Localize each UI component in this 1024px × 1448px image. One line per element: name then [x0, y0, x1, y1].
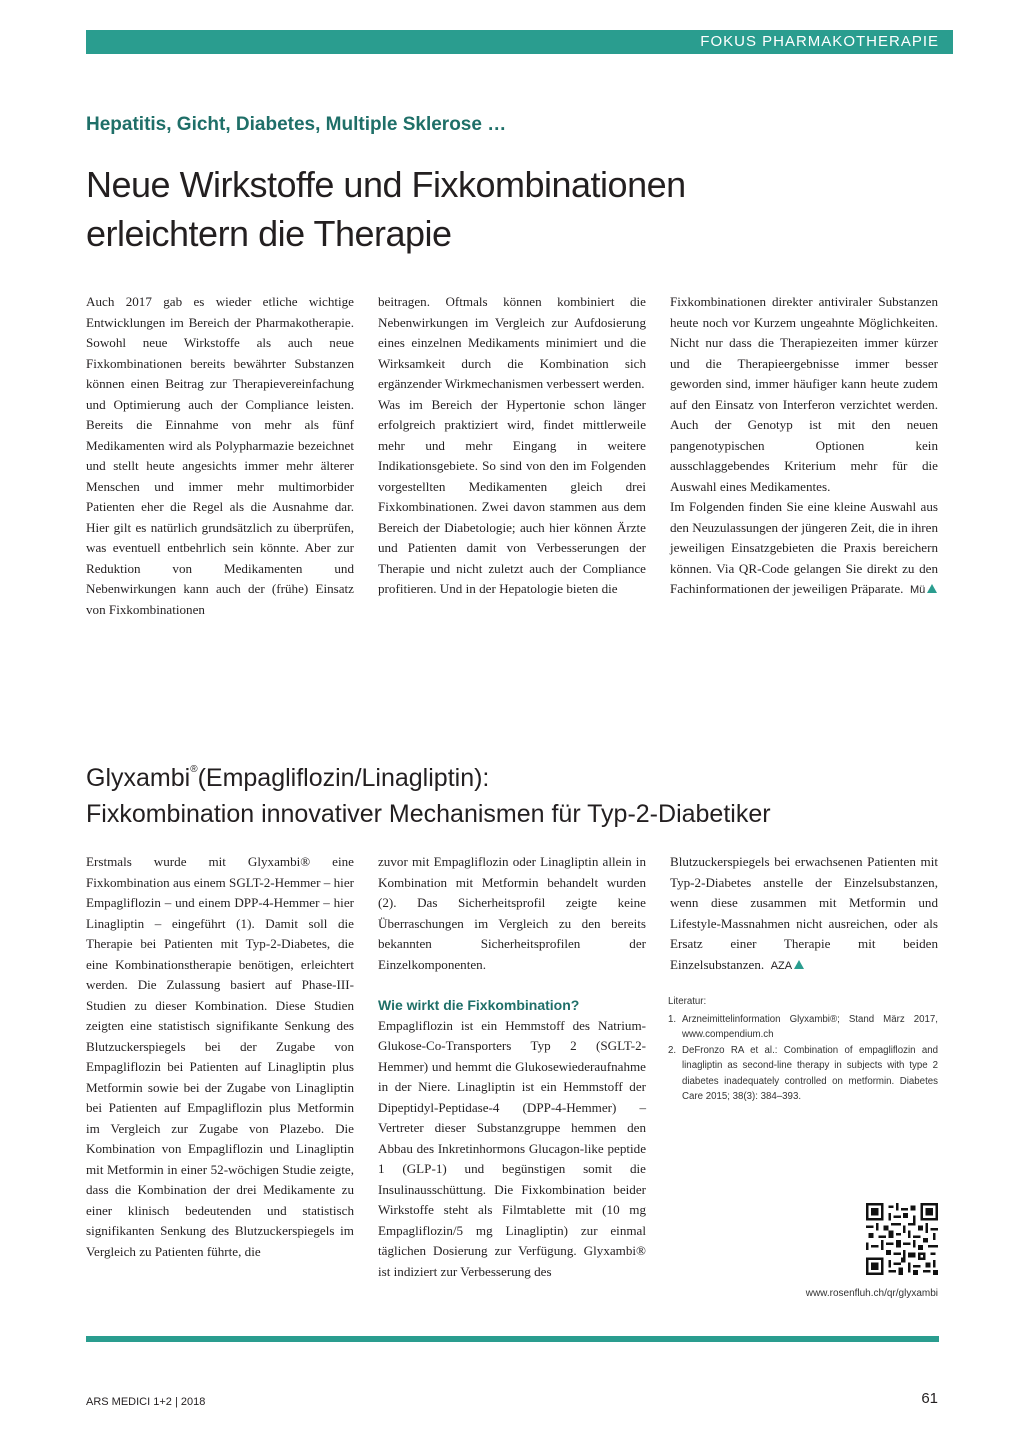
qr-code-graphic [866, 1203, 938, 1275]
journal-footer: ARS MEDICI 1+2 | 2018 [86, 1396, 206, 1408]
article-2-col1-text: Erstmals wurde mit Glyxambi® eine Fixkombination aus einem SGLT-2-Hemmer – hier Empagliflozin – und einem DPP-4-Hemmer – hier Linagliptin – eingeführt (1). Damit soll die Therapie bei Patienten mit Typ-2-Diabetes, die eine Kombinationstherapie benötigen, erleichtert werden. Die Zulassung basiert auf Phase-III-Studien zu dieser Kombination. Diese Studien zeigten eine statistisch signifikante Senkung des Blutzuckerspiegels bei der Zugabe von Empagliflozin bei Patienten auf Linagliptin plus Metformin sowie bei der Zugabe von Linagliptin bei Patienten auf Empagliflozin plus Metformin im Vergleich zur Zugabe von Plazebo. Die Kombination von Empagliflozin und Linagliptin mit Metformin in einer 52-wöchigen Studie zeigte, dass die Kombination der drei Medikamente zu einer klinisch bedeutenden und statistisch signifikanten Senkung des Blutzuckerspiegels im Vergleich zu Patienten führte, die [86, 854, 354, 1259]
intro-col3-para-2 [670, 497, 938, 601]
end-triangle-icon [927, 584, 937, 593]
article-2-col2-para-1: zuvor mit Empagliflozin oder Linagliptin allein in Kombination mit Metformin behandelt wurden (2). Das Sicherheitsprofil zeigte keine Überraschungen im Vergleich zu den bereits bekannten Sicherheitsprofilen der Einzelkomponenten. [378, 854, 646, 972]
article-2-title [86, 752, 946, 832]
section-header-bar [86, 30, 953, 54]
article-2-col2-para-2: Empagliflozin ist ein Hemmstoff des Natrium-Glukose-Co-Transporters Typ 2 (SGLT-2-Hemmer) und hemmt die Glukosewiederaufnahme in der Niere. Linagliptin ist ein Hemmstoff der Dipeptidyl-Peptidase-4 (DPP-4-Hemmer) – Vertreter dieser Substanzgruppe hemmen den Abbau des Inkretinhormons Glucagon-like peptide 1 (GLP-1) und begünstigen somit die Insulinausschüttung. Die Fixkombination beider Wirkstoffe steht als Filmtablette mit (10 mg Empagliflozin/5 mg Linagliptin) zur einmal täglichen Dosierung zur Verfügung. Glyxambi® ist indiziert zur Verbesserung des [378, 1017, 646, 1279]
article-2-title-line-1 [86, 752, 946, 796]
article-2-column-2 [378, 852, 646, 1282]
author-initials-2: AZA [770, 959, 793, 972]
section-heading: Wie wirkt die Fixkombination? [378, 997, 580, 1013]
literature-item [668, 1012, 938, 1043]
brand-name: Glyxambi [86, 764, 191, 792]
intro-column-3 [670, 292, 938, 601]
footer-rule [86, 1336, 939, 1342]
literature-list [668, 994, 938, 1105]
intro-col3-para-1: Fixkombinationen direkter antiviraler Substanzen heute noch vor Kurzem ungeahnte Möglichkeiten. Nicht nur dass die Therapiezeiten immer kürzer und die Therapieergebnisse immer besser geworden sind, immer häufiger kann heute zudem auf den Einsatz von Interferon verzichtet werden. Auch der Genotyp ist mit den neuen pangenotypischen Optionen kein ausschlaggebendes Kriterium mehr für die Auswahl eines Medikamentes. [670, 294, 938, 494]
section-label: FOKUS PHARMAKOTHERAPIE [700, 33, 939, 50]
page-number: 61 [921, 1390, 938, 1407]
end-triangle-icon-2 [794, 960, 804, 969]
literature-number: 1. [668, 1013, 677, 1025]
literature-number: 2. [668, 1044, 677, 1056]
registered-mark: ® [190, 764, 198, 775]
intro-col3-para-2-text: Im Folgenden finden Sie eine kleine Auswahl aus den Neuzulassungen der jüngeren Zeit, die in ihren jeweiligen Einsatzgebieten die Praxis bereichern können. Via QR-Code gelangen Sie direkt zu den Fachinformationen der jeweiligen Präparate. [670, 499, 938, 596]
article-headline [86, 160, 946, 258]
intro-col2-para-2: Was im Bereich der Hypertonie schon länger erfolgreich praktiziert wird, findet mittlerweile mehr und mehr Eingang in weitere Indikationsgebiete. So sind von den im Folgenden vorgestellten Medikamenten gleich drei Fixkombinationen. Zwei davon stammen aus dem Bereich der Diabetologie; auch hier können Ärzte und Patienten damit von Verbesserungen der Therapie und nicht zuletzt auch der Compliance profitieren. Und in der Hepatologie bieten die [378, 396, 646, 596]
qr-url[interactable]: www.rosenfluh.ch/qr/glyxambi [805, 1288, 938, 1299]
literature-text: DeFronzo RA et al.: Combination of empagliflozin and linagliptin as second-line therapy in subjects with type 2 diabetes inadequately controlled on metformin. Diabetes Care 2015; 38(3): 384–393. [682, 1044, 938, 1102]
article-2-column-3 [670, 852, 938, 976]
literature-title: Literatur: [668, 996, 707, 1007]
qr-code-icon[interactable] [866, 1203, 938, 1275]
intro-col1-text: Auch 2017 gab es wieder etliche wichtige Entwicklungen im Bereich der Pharmakotherapie. Sowohl neue Wirkstoffe als auch neue Fixkombinationen bereits bewährter Substanzen können einen Beitrag zur Therapievereinfachung und Optimierung auch der Compliance leisten. Bereits die Einnahme von mehr als fünf Medikamenten wird als Polypharmazie bezeichnet und stellt heute angesichts immer mehr älterer Menschen und immer mehr multimorbider Patienten eher die Regel als die Ausnahme dar. Hier gilt es natürlich grundsätzlich zu überprüfen, was eventuell entbehrlich sein könnte. Aber zur Reduktion von Medikamenten und Nebenwirkungen kann auch der (frühe) Einsatz von Fixkombinationen [86, 294, 354, 617]
article-2-col3-text [670, 852, 938, 976]
article-2-title-line-2: Fixkombination innovativer Mechanismen für Typ-2-Diabetiker [86, 800, 771, 828]
article-2-column-1 [86, 852, 354, 1262]
author-initials: Mü [909, 584, 926, 596]
literature-item [668, 1043, 938, 1105]
intro-column-1 [86, 292, 354, 620]
literature-text: Arzneimittelinformation Glyxambi®; Stand März 2017, www.compendium.ch [682, 1013, 938, 1040]
intro-column-2 [378, 292, 646, 600]
intro-col2-para-1: beitragen. Oftmals können kombiniert die Nebenwirkungen im Vergleich zur Aufdosierung eines einzelnen Medikaments minimiert und die Wirksamkeit durch die Kombination sich ergänzender Wirkmechanismen verbessert werden. [378, 294, 646, 391]
article-kicker: Hepatitis, Gicht, Diabetes, Multiple Sklerose … [86, 114, 507, 135]
article-2-col3-body: Blutzuckerspiegels bei erwachsenen Patienten mit Typ-2-Diabetes anstelle der Einzelsubstanzen, wenn diese zusammen mit Metformin und Lifestyle-Massnahmen nicht ausreichen, oder als Ersatz einer Therapie mit beiden Einzelsubstanzen. [670, 854, 938, 972]
headline-line-2: erleichtern die Therapie [86, 213, 452, 254]
headline-line-1: Neue Wirkstoffe und Fixkombinationen [86, 164, 686, 205]
title-rest: (Empagliflozin/Linagliptin): [197, 764, 490, 792]
